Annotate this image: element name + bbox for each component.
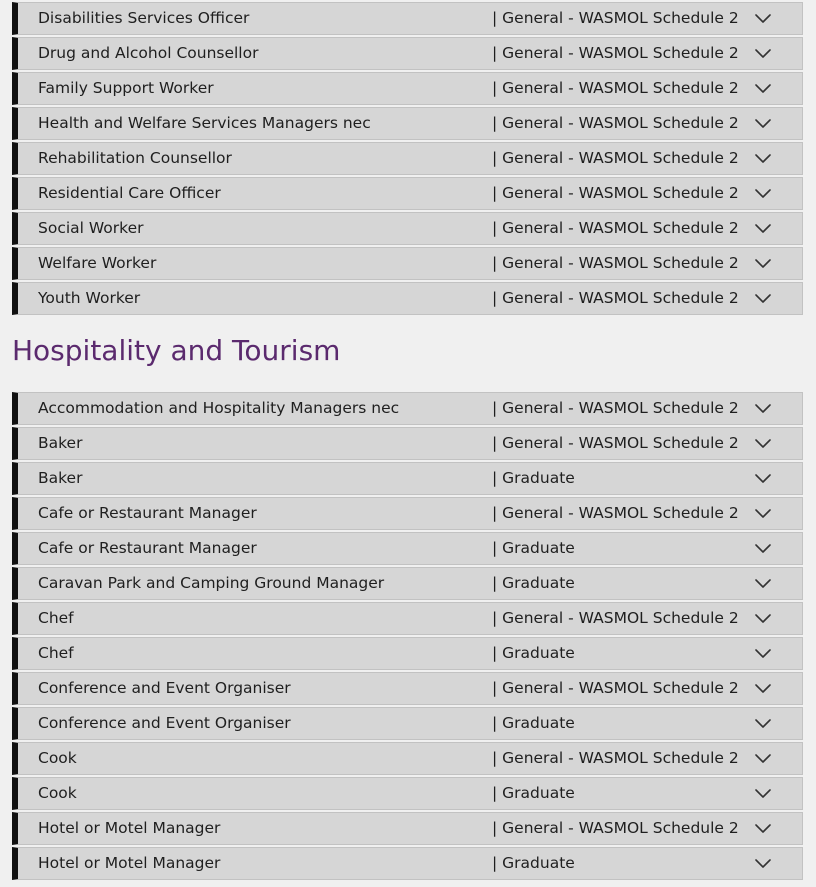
accordion-item-title: Chef (38, 644, 74, 662)
chevron-down-icon[interactable] (754, 751, 772, 765)
chevron-down-icon[interactable] (754, 151, 772, 165)
accordion-item[interactable] (12, 602, 803, 635)
accordion-item-category: | General - WASMOL Schedule 2 (492, 184, 739, 202)
accordion-item[interactable] (12, 282, 803, 315)
accordion-item-category: | General - WASMOL Schedule 2 (492, 79, 739, 97)
accordion-item-category: | General - WASMOL Schedule 2 (492, 149, 739, 167)
accordion-item[interactable] (12, 707, 803, 740)
accordion-item-title: Conference and Event Organiser (38, 679, 291, 697)
occupation-list-top (12, 2, 803, 317)
accordion-item-title: Cafe or Restaurant Manager (38, 504, 257, 522)
accordion-item-category: | General - WASMOL Schedule 2 (492, 219, 739, 237)
accordion-item-category: | General - WASMOL Schedule 2 (492, 609, 739, 627)
accordion-item[interactable] (12, 497, 803, 530)
accordion-item-title: Residential Care Officer (38, 184, 221, 202)
accordion-item[interactable] (12, 742, 803, 775)
accordion-item-category: | General - WASMOL Schedule 2 (492, 434, 739, 452)
accordion-item-title: Conference and Event Organiser (38, 714, 291, 732)
accordion-item[interactable] (12, 567, 803, 600)
accordion-item-title: Disabilities Services Officer (38, 9, 250, 27)
accordion-item[interactable] (12, 247, 803, 280)
accordion-item-category: | Graduate (492, 854, 575, 872)
occupation-list-hospitality (12, 392, 803, 882)
chevron-down-icon[interactable] (754, 716, 772, 730)
chevron-down-icon[interactable] (754, 256, 772, 270)
accordion-item[interactable] (12, 37, 803, 70)
accordion-item[interactable] (12, 462, 803, 495)
chevron-down-icon[interactable] (754, 786, 772, 800)
section-heading-hospitality: Hospitality and Tourism (12, 334, 341, 367)
accordion-item[interactable] (12, 672, 803, 705)
accordion-item-category: | Graduate (492, 539, 575, 557)
accordion-item[interactable] (12, 392, 803, 425)
accordion-item-title: Baker (38, 434, 83, 452)
accordion-item[interactable] (12, 777, 803, 810)
chevron-down-icon[interactable] (754, 401, 772, 415)
accordion-item-category: | Graduate (492, 784, 575, 802)
chevron-down-icon[interactable] (754, 291, 772, 305)
accordion-item-title: Hotel or Motel Manager (38, 819, 221, 837)
accordion-item[interactable] (12, 142, 803, 175)
chevron-down-icon[interactable] (754, 471, 772, 485)
accordion-item-title: Cafe or Restaurant Manager (38, 539, 257, 557)
chevron-down-icon[interactable] (754, 856, 772, 870)
accordion-item-title: Rehabilitation Counsellor (38, 149, 232, 167)
accordion-item-title: Social Worker (38, 219, 144, 237)
accordion-item-title: Cook (38, 749, 77, 767)
accordion-item-title: Caravan Park and Camping Ground Manager (38, 574, 385, 592)
accordion-item[interactable] (12, 212, 803, 245)
chevron-down-icon[interactable] (754, 821, 772, 835)
accordion-item[interactable] (12, 2, 803, 35)
accordion-item[interactable] (12, 847, 803, 880)
chevron-down-icon[interactable] (754, 611, 772, 625)
accordion-item-title: Health and Welfare Services Managers nec (38, 114, 371, 132)
accordion-item-title: Baker (38, 469, 83, 487)
accordion-item-category: | General - WASMOL Schedule 2 (492, 399, 739, 417)
accordion-item-category: | Graduate (492, 714, 575, 732)
chevron-down-icon[interactable] (754, 221, 772, 235)
accordion-item-category: | Graduate (492, 644, 575, 662)
accordion-item-category: | Graduate (492, 469, 575, 487)
accordion-item-title: Cook (38, 784, 77, 802)
accordion-item-title: Family Support Worker (38, 79, 214, 97)
accordion-item-category: | General - WASMOL Schedule 2 (492, 114, 739, 132)
chevron-down-icon[interactable] (754, 541, 772, 555)
accordion-item[interactable] (12, 177, 803, 210)
accordion-item-category: | General - WASMOL Schedule 2 (492, 44, 739, 62)
chevron-down-icon[interactable] (754, 646, 772, 660)
accordion-item-category: | General - WASMOL Schedule 2 (492, 254, 739, 272)
accordion-item-category: | General - WASMOL Schedule 2 (492, 9, 739, 27)
accordion-item[interactable] (12, 532, 803, 565)
chevron-down-icon[interactable] (754, 116, 772, 130)
chevron-down-icon[interactable] (754, 506, 772, 520)
accordion-item-category: | General - WASMOL Schedule 2 (492, 749, 739, 767)
accordion-item-category: | General - WASMOL Schedule 2 (492, 504, 739, 522)
accordion-item[interactable] (12, 107, 803, 140)
accordion-item[interactable] (12, 72, 803, 105)
accordion-item-title: Drug and Alcohol Counsellor (38, 44, 259, 62)
accordion-item[interactable] (12, 812, 803, 845)
accordion-item-category: | General - WASMOL Schedule 2 (492, 679, 739, 697)
accordion-item-title: Accommodation and Hospitality Managers nec (38, 399, 400, 417)
accordion-item-title: Chef (38, 609, 74, 627)
chevron-down-icon[interactable] (754, 186, 772, 200)
accordion-item[interactable] (12, 637, 803, 670)
chevron-down-icon[interactable] (754, 681, 772, 695)
accordion-item-title: Welfare Worker (38, 254, 157, 272)
chevron-down-icon[interactable] (754, 576, 772, 590)
accordion-item-title: Youth Worker (38, 289, 141, 307)
accordion-item-title: Hotel or Motel Manager (38, 854, 221, 872)
chevron-down-icon[interactable] (754, 81, 772, 95)
chevron-down-icon[interactable] (754, 436, 772, 450)
accordion-item[interactable] (12, 427, 803, 460)
chevron-down-icon[interactable] (754, 46, 772, 60)
chevron-down-icon[interactable] (754, 11, 772, 25)
accordion-item-category: | Graduate (492, 574, 575, 592)
accordion-item-category: | General - WASMOL Schedule 2 (492, 289, 739, 307)
accordion-item-category: | General - WASMOL Schedule 2 (492, 819, 739, 837)
